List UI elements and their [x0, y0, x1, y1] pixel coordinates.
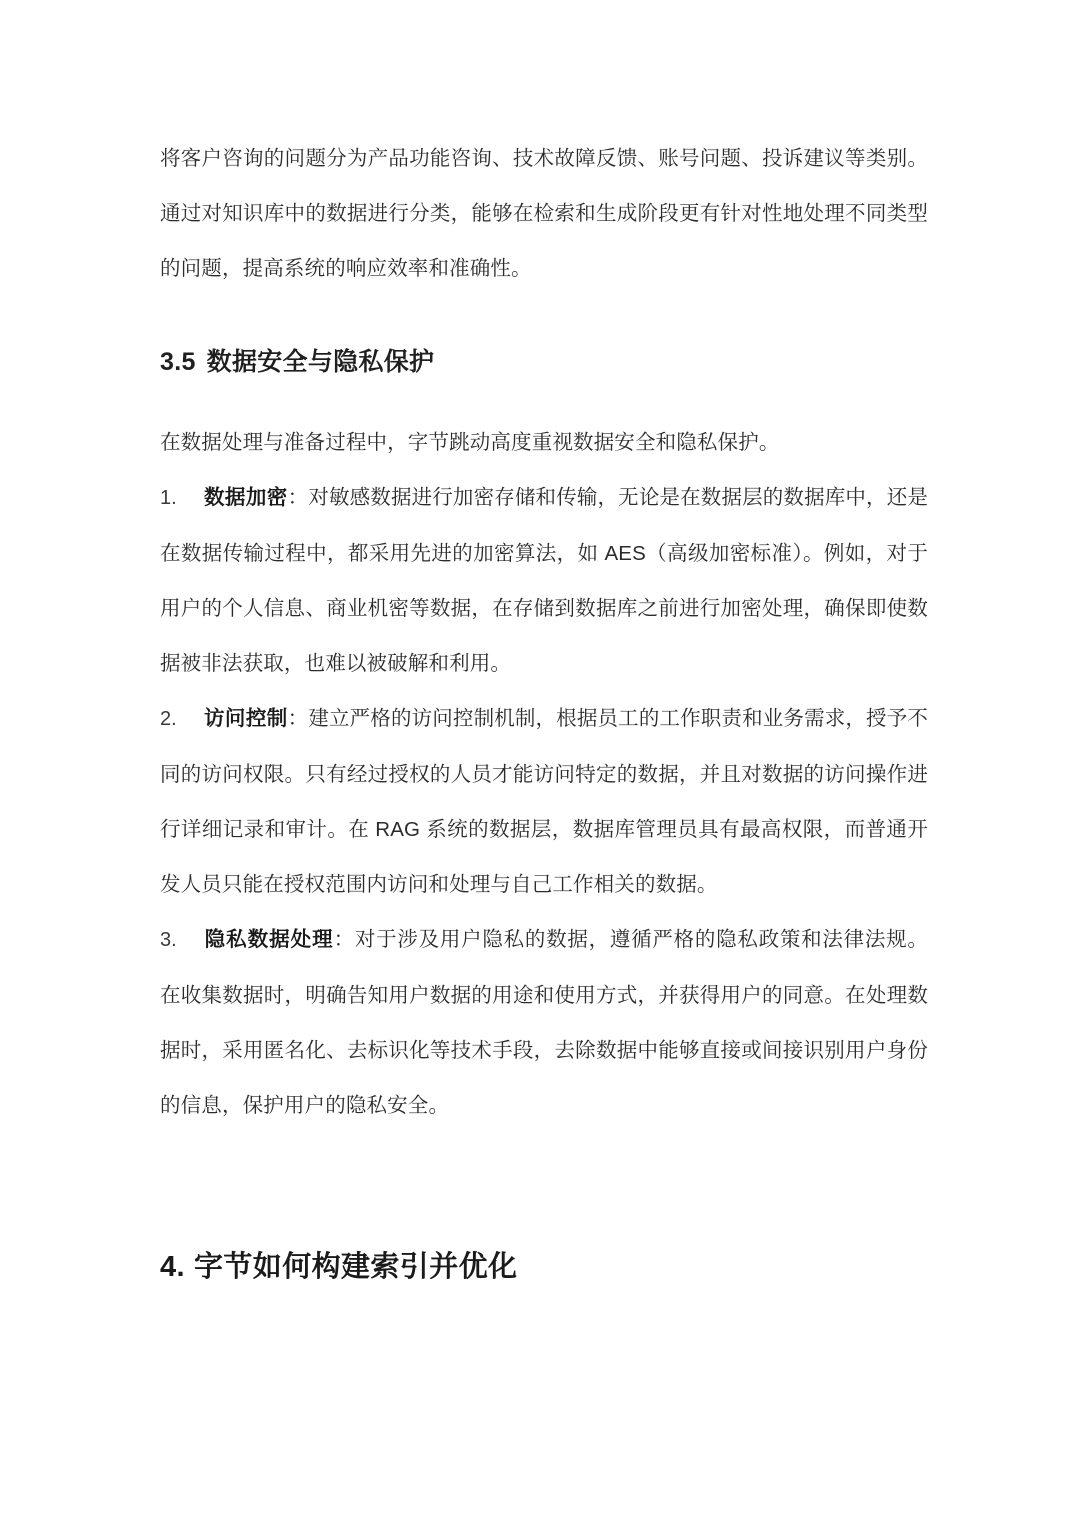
list-item-separator: ： [287, 707, 309, 730]
list-item-separator: ： [287, 486, 309, 509]
section-heading-number: 3.5 [160, 348, 196, 376]
list-item-term: 数据加密 [204, 486, 288, 509]
list-item [160, 912, 928, 1133]
intro-paragraph: 将客户咨询的问题分为产品功能咨询、技术故障反馈、账号问题、投诉建议等类别。通过对知识库中的数据进行分类，能够在检索和生成阶段更有针对性地处理不同类型的问题，提高系统的响应效率和准确性。 [160, 147, 928, 280]
list-item-separator: ： [333, 928, 355, 951]
list-item-term: 隐私数据处理 [204, 928, 334, 951]
section-heading-title: 数据安全与隐私保护 [206, 348, 435, 376]
list-item-body: 建立严格的访问控制机制，根据员工的工作职责和业务需求，授予不同的访问权限。只有经过授权的人员才能访问特定的数据，并且对数据的访问操作进行详细记录和审计。在 RAG 系统的数据层，数据库管理员具有最高权限，而普通开发人员只能在授权范围内访问和处理与自己工作相关的数据。 [160, 707, 929, 896]
security-measures-list [160, 470, 928, 1133]
list-item-term: 访问控制 [204, 707, 288, 730]
document-content [160, 131, 928, 1289]
chapter-heading-4 [160, 1133, 928, 1289]
list-item-body: 对于涉及用户隐私的数据，遵循严格的隐私政策和法律法规。在收集数据时，明确告知用户数据的用途和使用方式，并获得用户的同意。在处理数据时，采用匿名化、去标识化等技术手段，去除数据中能够直接或间接识别用户身份的信息，保护用户的隐私安全。 [160, 928, 928, 1117]
list-item [160, 691, 928, 912]
list-item-number: 3. [160, 929, 177, 951]
list-item [160, 470, 928, 691]
section-lead-paragraph: 在数据处理与准备过程中，字节跳动高度重视数据安全和隐私保护。 [160, 431, 780, 454]
list-item-body: 对敏感数据进行加密存储和传输，无论是在数据层的数据库中，还是在数据传输过程中，都采用先进的加密算法，如 AES（高级加密标准）。例如，对于用户的个人信息、商业机密等数据，在存储到数据库之前进行加密处理，确保即使数据被非法获取，也难以被破解和利用。 [160, 486, 929, 675]
section-heading-3-5 [160, 296, 928, 382]
chapter-heading-number: 4. [160, 1251, 185, 1283]
list-item-number: 1. [160, 487, 177, 509]
list-item-number: 2. [160, 708, 177, 730]
chapter-heading-title: 字节如何构建索引并优化 [194, 1251, 518, 1283]
